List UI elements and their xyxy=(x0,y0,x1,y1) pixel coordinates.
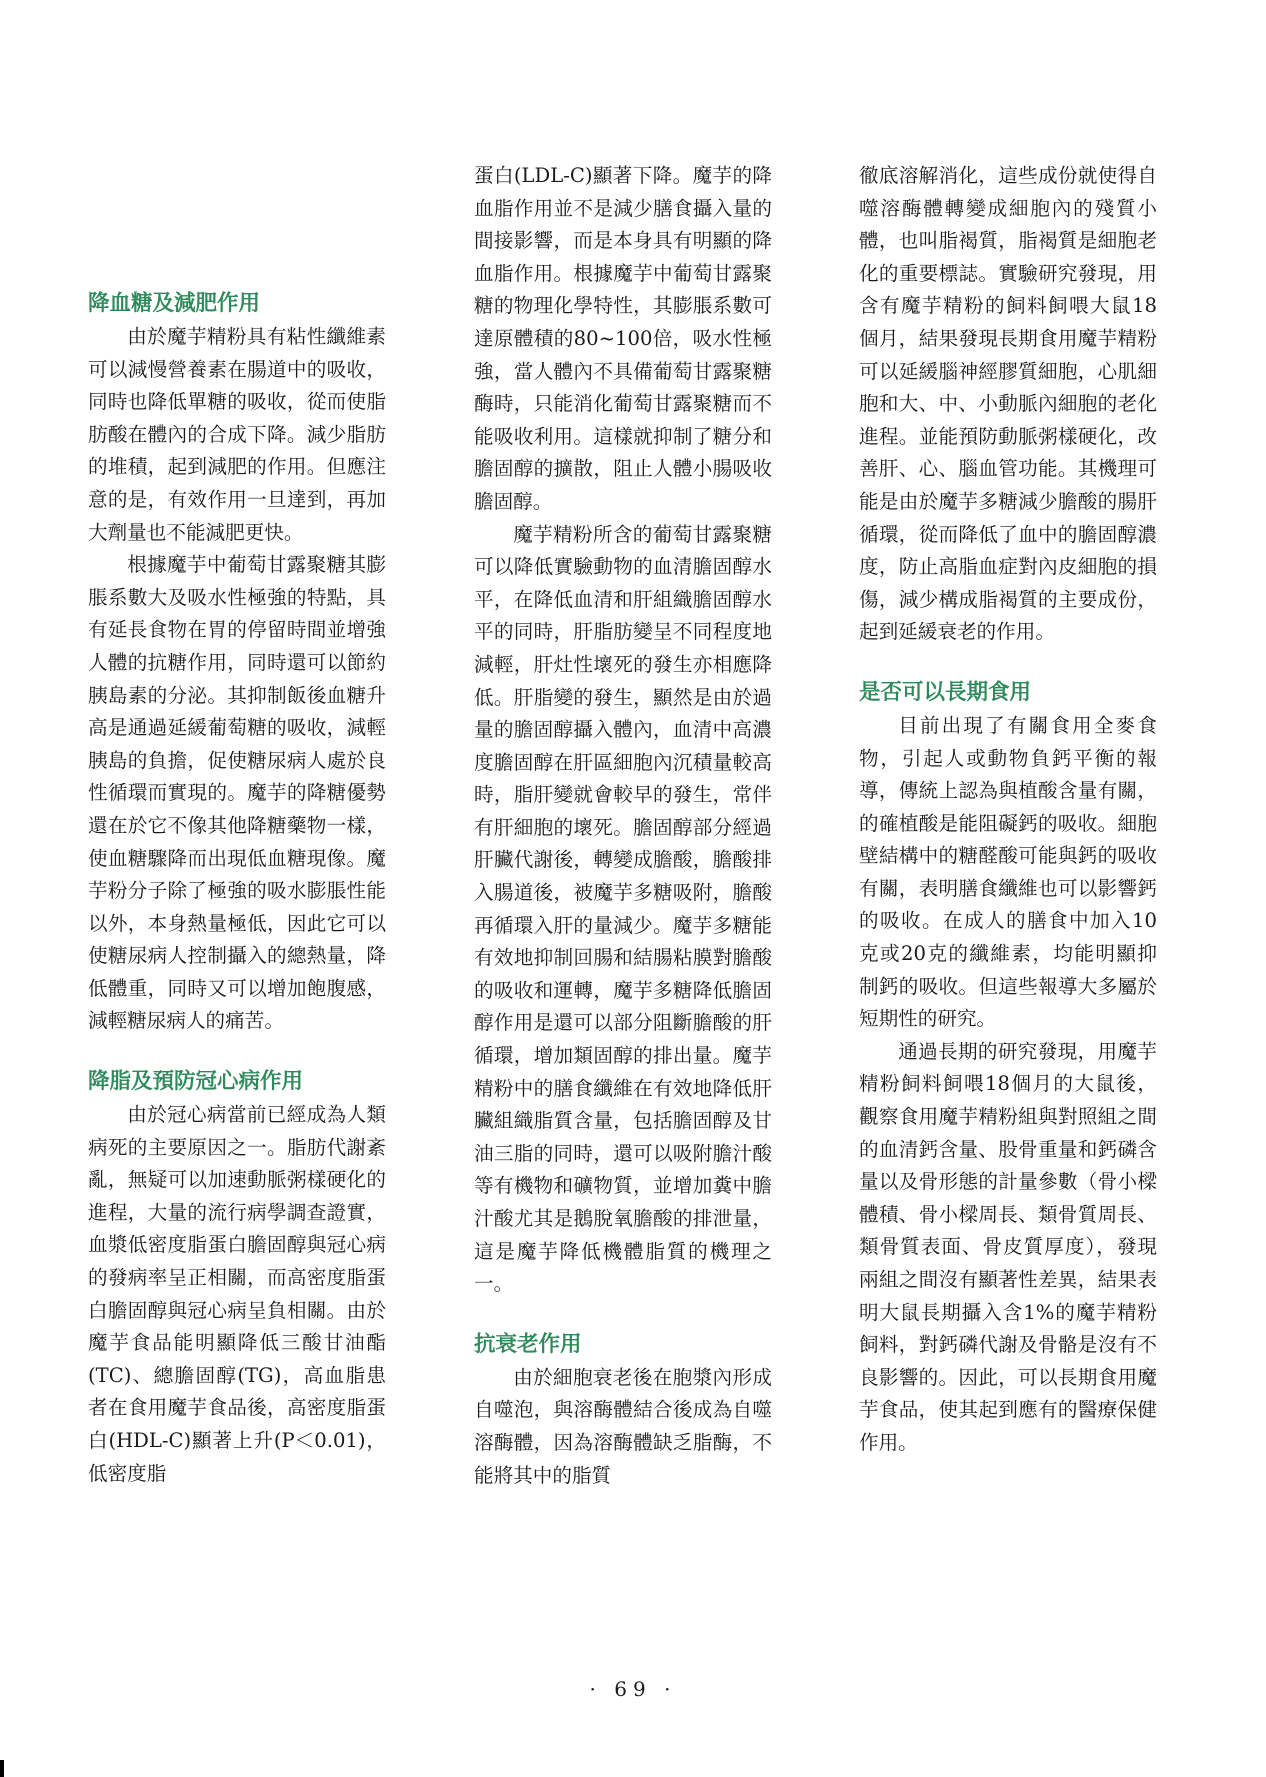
paragraph: 徹底溶解消化，這些成份就使得自噬溶酶體轉變成細胞內的殘質小體，也叫脂褐質，脂褐質是細胞老化的重要標誌。實驗研究發現，用含有魔芋精粉的飼料飼喂大鼠18個月，結果發現長期食用魔芋精粉可以延緩腦神經膠質細胞，心肌細胞和大、中、小動脈內細胞的老化進程。並能預防動脈粥樣硬化，改善肝、心、腦血管功能。其機理可能是由於魔芋多糖減少膽酸的腸肝循環，從而降低了血中的膽固醇濃度，防止高脂血症對內皮細胞的損傷，減少構成脂褐質的主要成份，起到延緩衰老的作用。 xyxy=(859,164,1157,644)
paragraph: 通過長期的研究發現，用魔芋精粉飼料飼喂18個月的大鼠後，觀察食用魔芋精粉組與對照組之間的血清鈣含量、股骨重量和鈣磷含量以及骨形態的計量參數（骨小樑體積、骨小樑周長、類骨質周長、類骨質表面、骨皮質厚度），發現兩組之間沒有顯著性差異，結果表明大鼠長期攝入含1%的魔芋精粉飼料，對鈣磷代謝及骨骼是沒有不良影響的。因此，可以長期食用魔芋食品，使其起到應有的醫療保健作用。 xyxy=(859,1039,1157,1454)
paragraph: 目前出現了有關食用全麥食物，引起人或動物負鈣平衡的報導，傳統上認為與植酸含量有關，的確植酸是能阻礙鈣的吸收。細胞壁結構中的糖醛酸可能與鈣的吸收有關，表明膳食纖維也可以影響鈣的吸收。在成人的膳食中加入10克或20克的纖維素，均能明顯抑制鈣的吸收。但這些報導大多屬於短期性的研究。 xyxy=(859,713,1157,1031)
column-3 xyxy=(859,160,1157,1460)
scan-edge-mark xyxy=(0,1760,4,1777)
column-2 xyxy=(474,160,772,1492)
paragraph: 魔芋精粉所含的葡萄甘露聚糖可以降低實驗動物的血清膽固醇水平，在降低血清和肝組織膽固醇水平的同時，肝脂肪變呈不同程度地減輕，肝灶性壞死的發生亦相應降低。肝脂變的發生，顯然是由於過量的膽固醇攝入體內，血清中高濃度膽固醇在肝區細胞內沉積量較高時，脂肝變就會較早的發生，常伴有肝細胞的壞死。膽固醇部分經過肝臟代謝後，轉變成膽酸，膽酸排入腸道後，被魔芋多糖吸附，膽酸再循環入肝的量減少。魔芋多糖能有效地抑制回腸和結腸粘膜對膽酸的吸收和運轉，魔芋多糖降低膽固醇作用是還可以部分阻斷膽酸的肝循環，增加類固醇的排出量。魔芋精粉中的膳食纖維在有效地降低肝臟組織脂質含量，包括膽固醇及甘油三脂的同時，還可以吸附膽汁酸等有機物和礦物質，並增加糞中膽汁酸尤其是鵝脫氧膽酸的排泄量，這是魔芋降低機體脂質的機理之一。 xyxy=(474,522,772,1296)
paragraph: 根據魔芋中葡萄甘露聚糖其膨脹系數大及吸水性極強的特點，具有延長食物在胃的停留時間並增強人體的抗糖作用，同時還可以節約胰島素的分泌。其抑制飯後血糖升高是通過延緩葡萄糖的吸收，減輕胰島的負擔，促使糖尿病人處於良性循環而實現的。魔芋的降糖優勢還在於它不像其他降糖藥物一樣，使血糖驟降而出現低血糖現像。魔芋粉分子除了極強的吸水膨脹性能以外，本身熱量極低，因此它可以使糖尿病人控制攝入的總熱量，降低體重，同時又可以增加飽腹感，減輕糖尿病人的痛苦。 xyxy=(88,553,386,1033)
column-1 xyxy=(88,287,386,1490)
paragraph: 蛋白(LDL-C)顯著下降。魔芋的降血脂作用並不是減少膳食攝入量的間接影響，而是本身具有明顯的降血脂作用。根據魔芋中葡萄甘露聚糖的物理化學特性，其膨脹系數可達原體積的80~100倍，吸水性極強，當人體內不具備葡萄甘露聚糖酶時，只能消化葡萄甘露聚糖而不能吸收利用。這樣就抑制了糖分和膽固醇的擴散，阻止人體小腸吸收膽固醇。 xyxy=(474,164,772,513)
section-heading-lipid: 降脂及預防冠心病作用 xyxy=(88,1069,304,1095)
section-heading-long-term: 是否可以長期食用 xyxy=(859,679,1032,705)
paragraph: 由於細胞衰老後在胞漿內形成自噬泡，與溶酶體結合後成為自噬溶酶體，因為溶酶體缺乏脂酶，不能將其中的脂質 xyxy=(474,1365,772,1487)
section-heading-anti-aging: 抗衰老作用 xyxy=(474,1331,582,1357)
paragraph: 由於冠心病當前已經成為人類病死的主要原因之一。脂肪代謝紊亂，無疑可以加速動脈粥樣硬化的進程，大量的流行病學調查證實，血漿低密度脂蛋白膽固醇與冠心病的發病率呈正相關，而高密度脂蛋白膽固醇與冠心病呈負相關。由於魔芋食品能明顯降低三酸甘油酯(TC)、總膽固醇(TG)，高血脂患者在食用魔芋食品後，高密度脂蛋白(HDL-C)顯著上升(P＜0.01)，低密度脂 xyxy=(88,1103,386,1485)
page-number: · 69 · xyxy=(589,1677,677,1701)
paragraph: 由於魔芋精粉具有粘性纖維素可以減慢營養素在腸道中的吸收，同時也降低單糖的吸收，從而使脂肪酸在體內的合成下降。減少脂肪的堆積，起到減肥的作用。但應注意的是，有效作用一旦達到，再加大劑量也不能減肥更快。 xyxy=(88,325,386,544)
section-heading-blood-sugar: 降血糖及減肥作用 xyxy=(88,291,261,316)
